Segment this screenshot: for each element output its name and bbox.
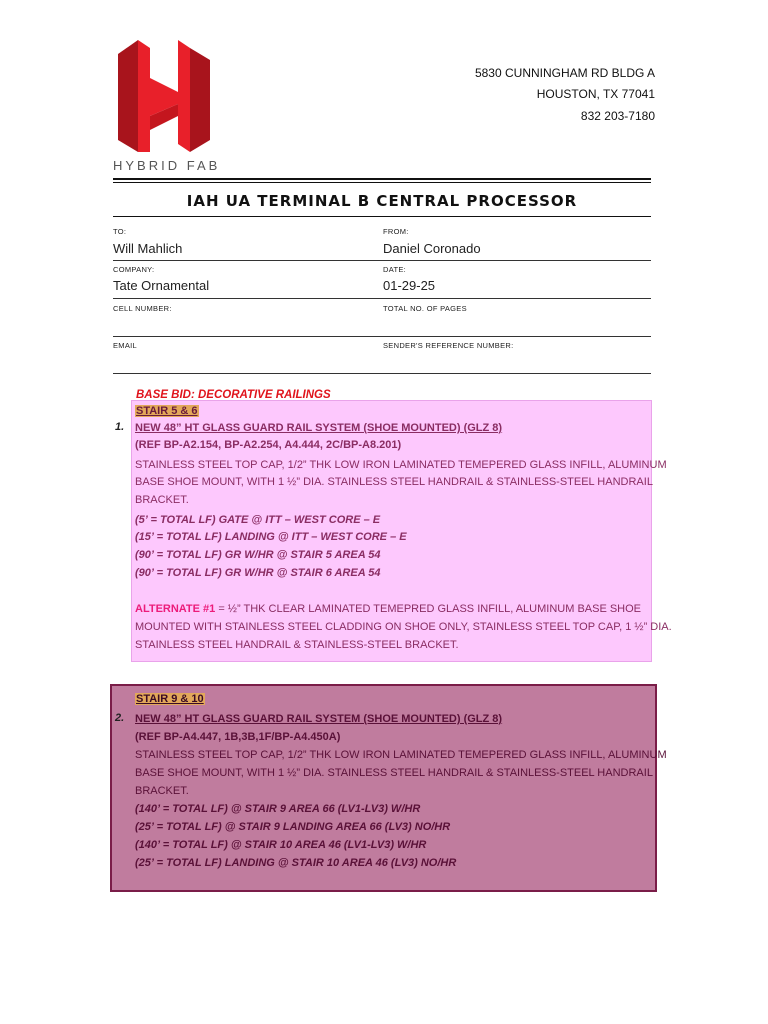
company-value: Tate Ornamental — [113, 278, 210, 293]
quantity-line: (25’ = TOTAL LF) LANDING @ STAIR 10 AREA 46 (LV3) NO/HR — [135, 857, 457, 869]
description-line: BRACKET. — [135, 785, 189, 797]
total-pages-label: TOTAL NO. OF PAGES — [383, 304, 467, 313]
from-value: Daniel Coronado — [383, 241, 481, 256]
description-line: STAINLESS STEEL TOP CAP, 1/2” THK LOW IRON LAMINATED TEMEPERED GLASS INFILL, ALUMINUM — [135, 459, 667, 471]
quantity-line: (90’ = TOTAL LF) GR W/HR @ STAIR 5 AREA 54 — [135, 549, 381, 561]
item-number: 1. — [115, 421, 125, 433]
alternate-line: STAINLESS STEEL HANDRAIL & STAINLESS-STEEL BRACKET. — [135, 639, 459, 651]
reference-number-label: SENDER'S REFERENCE NUMBER: — [383, 341, 514, 350]
reference-list: (REF BP-A4.447, 1B,3B,1F/BP-A4.450A) — [135, 731, 341, 743]
address-line1: 5830 CUNNINGHAM RD BLDG A — [474, 66, 655, 80]
quantity-line: (140’ = TOTAL LF) @ STAIR 10 AREA 46 (LV1-LV3) W/HR — [135, 839, 427, 851]
hybrid-fab-logo-icon — [118, 40, 210, 152]
title-top-rule — [113, 178, 651, 180]
item-number: 2. — [115, 712, 125, 724]
form-divider — [113, 298, 651, 299]
quantity-line: (5’ = TOTAL LF) GATE @ ITT – WEST CORE – E — [135, 514, 381, 526]
phone-number: 832 203-7180 — [580, 109, 655, 123]
quantity-line: (25’ = TOTAL LF) @ STAIR 9 LANDING AREA 66 (LV3) NO/HR — [135, 821, 451, 833]
reference-list: (REF BP-A2.154, BP-A2.254, A4.444, 2C/BP-A8.201) — [135, 439, 402, 451]
to-label: TO: — [113, 227, 127, 236]
form-divider — [113, 373, 651, 374]
address-line2: HOUSTON, TX 77041 — [536, 87, 655, 101]
email-label: EMAIL — [113, 341, 138, 350]
quantity-line: (140’ = TOTAL LF) @ STAIR 9 AREA 66 (LV1-LV3) W/HR — [135, 803, 421, 815]
system-title: NEW 48” HT GLASS GUARD RAIL SYSTEM (SHOE MOUNTED) (GLZ 8) — [135, 713, 503, 725]
description-line: STAINLESS STEEL TOP CAP, 1/2” THK LOW IRON LAMINATED TEMEPERED GLASS INFILL, ALUMINUM — [135, 749, 667, 761]
description-line: BASE SHOE MOUNT, WITH 1 ½” DIA. STAINLESS STEEL HANDRAIL & STAINLESS-STEEL HANDRAIL — [135, 476, 653, 488]
title-top-rule-thin — [113, 182, 651, 183]
alternate-line: ALTERNATE #1 = ½” THK CLEAR LAMINATED TEMEPRED GLASS INFILL, ALUMINUM BASE SHOE — [135, 603, 642, 615]
from-label: FROM: — [383, 227, 409, 236]
to-value: Will Mahlich — [113, 241, 183, 256]
system-title: NEW 48” HT GLASS GUARD RAIL SYSTEM (SHOE MOUNTED) (GLZ 8) — [135, 422, 503, 434]
cell-number-label: CELL NUMBER: — [113, 304, 172, 313]
company-name: HYBRID FAB — [113, 158, 221, 173]
stair-heading: STAIR 5 & 6 — [136, 405, 198, 417]
description-line: BASE SHOE MOUNT, WITH 1 ½” DIA. STAINLESS STEEL HANDRAIL & STAINLESS-STEEL HANDRAIL — [135, 767, 653, 779]
alternate-line: MOUNTED WITH STAINLESS STEEL CLADDING ON SHOE ONLY, STAINLESS STEEL TOP CAP, 1 ½” DIA. — [135, 621, 672, 633]
quantity-line: (15’ = TOTAL LF) LANDING @ ITT – WEST CORE – E — [135, 531, 407, 543]
date-value: 01-29-25 — [383, 278, 436, 293]
document-title: IAH UA TERMINAL B CENTRAL PROCESSOR — [186, 192, 578, 210]
description-line: BRACKET. — [135, 494, 189, 506]
alternate-label: ALTERNATE #1 — [135, 603, 216, 615]
form-divider — [113, 260, 651, 261]
company-label: COMPANY: — [113, 265, 155, 274]
form-divider — [113, 336, 651, 337]
quantity-line: (90’ = TOTAL LF) GR W/HR @ STAIR 6 AREA 54 — [135, 567, 381, 579]
stair-heading: STAIR 9 & 10 — [136, 693, 204, 705]
base-bid-heading: BASE BID: DECORATIVE RAILINGS — [136, 389, 331, 401]
title-bottom-rule — [113, 216, 651, 217]
date-label: DATE: — [383, 265, 407, 274]
